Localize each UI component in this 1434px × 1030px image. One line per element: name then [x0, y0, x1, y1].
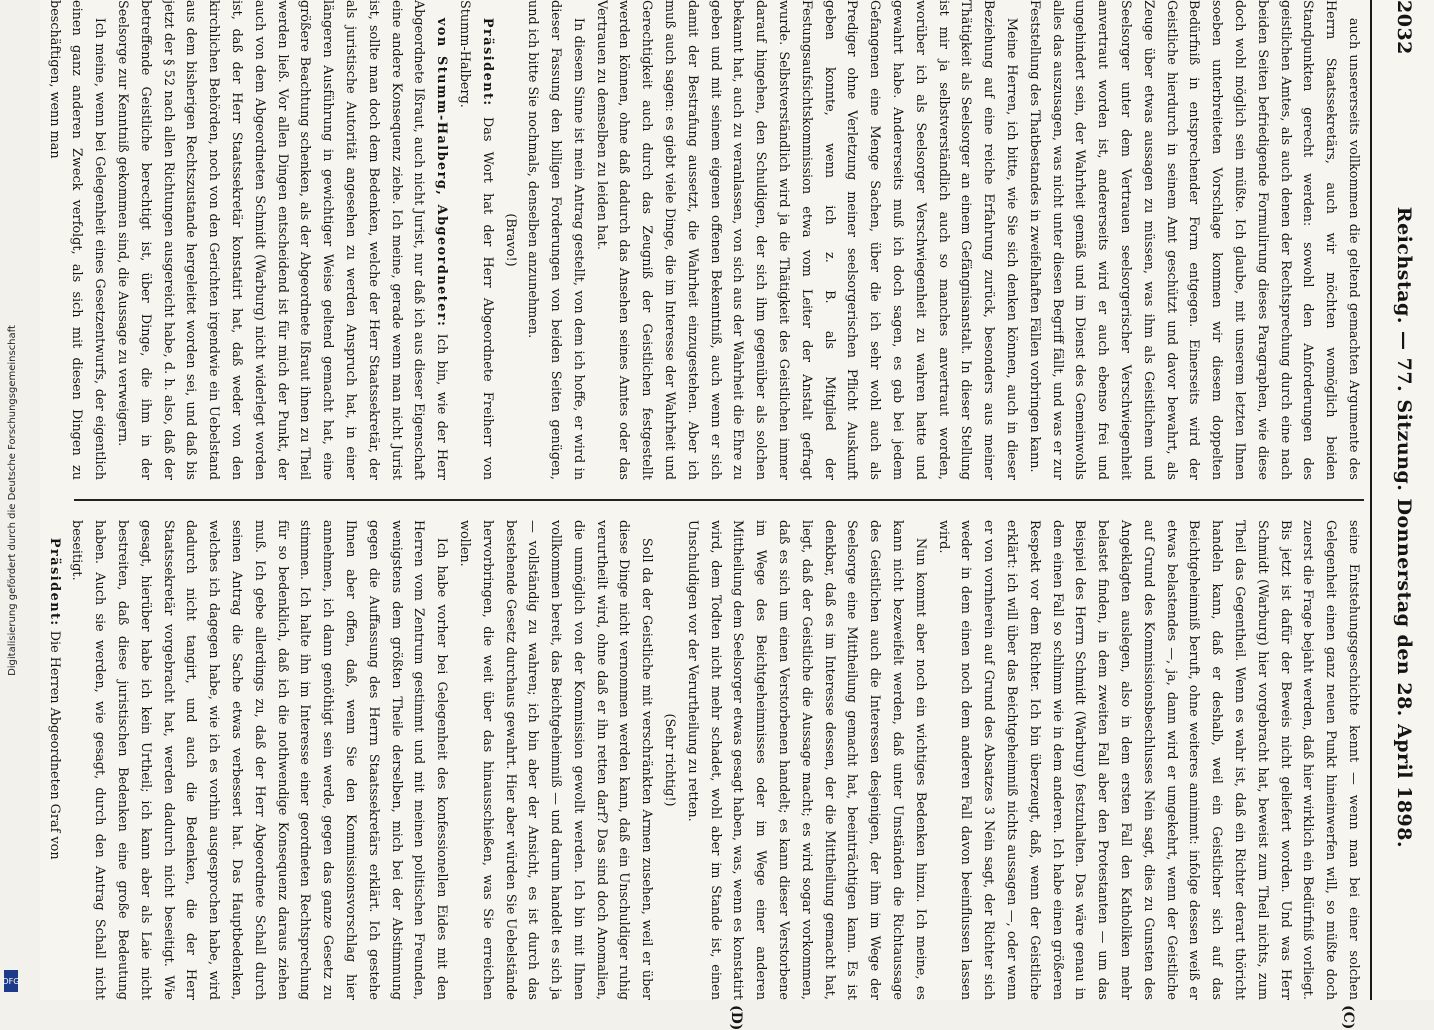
- page-number: 2032: [1393, 0, 1415, 55]
- left-column: [46, 0, 1364, 480]
- header-rule: [1370, 0, 1372, 1000]
- president-statement: [42, 520, 65, 1000]
- interjection: (Bravo!): [502, 213, 518, 267]
- right-column: [46, 520, 1364, 1000]
- interjection: (Sehr richtig!): [662, 713, 678, 807]
- speech-paragraph: [110, 0, 452, 480]
- paragraph: Nun kommt aber noch ein wichtiges Bedenken hinzu. Ich meine, es kann nicht bezweifelt werden, daß unter Umständen die Richtaussage des Geistlichen auch die Interessen desjenigen, der ihm im Wege der Seelsorge eine Mittheilung gemacht hat, beeinträchtigen kann. Es ist denkbar, daß es im Interesse dessen, der die Mittheilung gemacht hat, liegt, daß der Geistliche die Aussage macht; es wird sogar vorkommen, daß es sich um einen Verstorbenen handelt; es kann dieser Verstorbene im Wege des Beichtgeheimnisses oder im Wege einer anderen Mittheilung dem Seelsorger etwas gesagt haben, was, wenn es konstatirt wird, dem Todten nicht mehr schadet, wohl aber im Stande ist, einen Unschuldigen vor der Verurtheilung zu retten.: [684, 520, 928, 1000]
- statement-text: Das Wort hat der Herr Abgeordnete Freiherr von Stumm-Halberg.: [456, 0, 495, 480]
- president-statement: [452, 0, 498, 480]
- digitization-credit: [4, 0, 20, 1000]
- margin-marker-c: (C): [1340, 1005, 1356, 1030]
- paragraph: Ich meine, wenn bei Gelegenheit eines Gesetzentwurfs, der eigentlich einen ganz anderen Zweck verfolgt, als sich mit diesen Dingen zu beschäftigen, wenn man: [46, 0, 108, 480]
- statement-text: Die Herren Abgeordneten Graf von: [46, 630, 62, 860]
- dfg-logo: [4, 970, 18, 992]
- speaker-label: Präsident:: [46, 537, 62, 627]
- credit-text: Digitalisierung gefördert durch die Deutsche Forschungsgemeinschaft: [6, 324, 18, 676]
- paragraph: Ich habe vorher bei Gelegenheit des konfessionellen Eides mit den Herren vom Zentrum gestimmt und mit meinen politischen Freunden, wenigstens dem größten Theile derselben, mich bei der Abstimmung gegen die Auffassung des Herrn Staatssekretärs erklärt. Ich gestehe Ihnen aber offen, daß, wenn Sie den Kommissionsvorschlag hier annehmen, ich dann genöthigt sein werde, gegen das ganze Gesetz zu stimmen. Ich halte ihn im Interesse einer geordneten Rechtsprechung für so bedenklich, daß ich die nothwendige Konsequenz daraus ziehen muß. Ich gebe allerdings zu, daß der Herr Abgeordnete Schall durch seinen Antrag die Sache etwas verbessert hat. Das Hauptbedenken, welches ich dagegen habe, wie ich es vorhin ausgesprochen habe, wird dadurch nicht tangirt, und auch die Bedenken, die der Herr Staatssekretär vorgebracht hat, werden dadurch nicht beseitigt. Wie gesagt, hierüber habe ich kein Urtheil; ich kann aber als Laie nicht bestreiten, daß diese juristischen Bedenken eine große Bedeutung haben. Auch sie werden, wie gesagt, durch den Antrag Schall nicht beseitigt.: [69, 520, 450, 1000]
- running-head: [1374, 0, 1434, 1000]
- logo-text: DFG: [2, 976, 20, 986]
- paragraph: Meine Herren, ich bitte, wie Sie sich denken können, auch in dieser Beziehung auf eine reiche Erfahrung zurück, besonders aus meiner Thätigkeit als Seelsorger an einem Gefängnisanstalt. In dieser Stellung ist mir ja selbstverständlich auch so manches anvertraut worden, worüber ich als Seelsorger Verschwiegenheit zu wahren hatte und gewahrt habe. Andererseits muß ich doch sagen, es gab bei jedem Gefangenen eine Menge Sachen, über die ich sehr wohl auch als Prediger ohne Verletzung meiner seelsorgerischen Pflicht Auskunft geben konnte, wenn ich z. B. als Mitglied der Festungsaufsichtskommission etwa vom Leiter der Anstalt gefragt wurde. Selbstverständlich wird ja die Thätigkeit des Geistlichen immer darauf hingehen, den Schuldigen, der sich ihm gegenüber als solchen bekannt hat, auch zu veranlassen, von sich aus der Wahrheit die Ehre zu geben und mit seinem eigenen offenen Bekenntniß, auch wenn er sich damit der Bestrafung aussetzt, die Wahrheit einzugestehen. Aber ich muß auch sagen: es giebt viele Dinge, die im Interesse der Wahrheit und Gerechtigkeit auch durch das Zeugniß der Geistlichen festgestellt werden können, ohne daß dadurch das Ansehen seines Amtes oder das Vertrauen zu demselben zu leiden hat.: [593, 0, 1020, 480]
- column-divider: [74, 499, 1364, 501]
- speaker-name: von Stumm-Halberg, Abgeordneter:: [434, 17, 450, 328]
- paragraph: auch unsererseits vollkommen die geltend gemachten Argumente des Herrn Staatssekretärs, auch wir möchten womöglich beiden Standpunkten gerecht werden: sowohl den Anforderungen des geistlichen Amtes, als auch denen der Rechtsprechung durch eine nach beiden Seiten befriedigende Formulirung dieses Paragraphen, wie diese doch wohl möglich sein müßte. Ich glaube, mit unserem letzten Ihnen soeben unterbreiteten Vorschlage kommen wir diesem doppelten Bedürfniß in entsprechender Form entgegen. Einerseits wird der Geistliche hierdurch in seinem Amt geschützt und davor bewahrt, als Zeuge über etwas aussagen zu müssen, was ihm als Geistlichem und Seelsorger unter dem Vertrauen seelsorgerischer Verschwiegenheit anvertraut worden ist, andererseits wird er auch ebenso frei und ungehindert sein, der Wahrheit gemäß und im Dienst des Gemeinwohls alles das auszusagen, was nicht unter diesen Begriff fällt, und was er zur Feststellung des Thatbestandes in zweifelhaften Fällen vorbringen kann.: [1026, 0, 1361, 480]
- document-page: [40, 0, 1434, 1030]
- paragraph: seine Entstehungsgeschichte kennt — wenn man bei einer solchen Gelegenheit einen ganz neuen Punkt hineinwerfen will, so müßte doch zuerst die Frage bejaht werden, daß hier wirklich ein Bedürfniß vorliegt. Bis jetzt ist dafür der Beweis nicht geliefert worden. Und was Herr Schmidt (Warburg) hier vorgebracht hat, beweist zum Theil nichts, zum Theil das Gegentheil. Wenn es wahr ist, daß ein Richter derart thöricht handeln kann, daß er deshalb, weil ein Geistlicher sich auf das Beichtgeheimniß beruft, ohne weiteres annimmt: infolge dessen weiß er etwas belastendes —, ja, dann wird er umgekehrt, wenn der Geistliche auf Grund des Kommissionsbeschlusses Nein sagt, dies zu Gunsten des Angeklagten auslegen, also in dem ersten Fall den Katholiken mehr belastet finden, in dem zweiten Fall aber den Protestanten — um das Beispiel des Herrn Schmidt (Warburg) festzuhalten. Das wäre genau in dem einen Fall so schlimm wie in dem anderen. Ich habe einen größeren Respekt vor dem Richter. Ich bin überzeugt, daß, wenn der Geistliche erklärt: ich will über das Beichtgeheimniß nichts aussagen —, oder wenn er von vornherein auf Grund des Absatzes 3 Nein sagt, der Richter sich weder in dem einen noch dem anderen Fall davon beeinflussen lassen wird.: [935, 520, 1361, 1000]
- paragraph: In diesem Sinne ist mein Antrag gestellt, von dem ich hoffe, er wird in dieser Fassung den billigen Forderungen von beiden Seiten genügen, und ich bitte Sie nochmals, denselben anzunehmen.: [525, 0, 586, 480]
- speech-text: Ich bin, wie der Herr Abgeordnete Ißraut, auch nicht Jurist, nur daß ich aus dieser Eigenschaft eine andere Konsequenz ziehe. Ich meine, gerade wenn man nicht Jurist ist, sollte man doch dem Bedenken, welche der Herr Staatssekretär, der als juristische Autorität angesehen zu werden Anspruch hat, in einer längeren Ausführung in gewichtiger Weise geltend gemacht hat, eine größere Beachtung schenken, als der Abgeordnete Ißraut ihnen zu Theil werden ließ. Vor allen Dingen entscheidend ist für mich der Punkt, der auch von dem Abgeordneten Schmidt (Warburg) nicht widerlegt worden ist, daß der Herr Staatssekretär konstatirt hat, daß weder von den kirchlichen Behörden, noch von den Gerichten irgendwie ein Uebelstand aus dem bisherigen Rechtszustande hergeleitet worden sei, und daß bis jetzt der § 52 nach allen Richtungen ausgereicht habe, d. h. also, daß der betreffende Geistliche berechtigt ist, über Dinge, die ihm in der Seelsorge zur Kenntniß gekommen sind, die Aussage zu verweigern.: [114, 0, 450, 480]
- running-title: Reichstag. — 77. Sitzung. Donnerstag den 28. April 1898.: [1393, 206, 1415, 849]
- speaker-label: Präsident:: [479, 17, 495, 107]
- paragraph: Soll da der Geistliche mit verschränkten Armen zusehen, weil er über diese Dinge nicht vernommen werden kann, daß ein Unschuldiger ruhig verurtheilt wird, ohne daß er ihn retten darf? Das sind doch Anomalien, die unmöglich von der Kommission gewollt werden. Ich bin mit Ihnen vollkommen bereit, das Beichtgeheimniß — und darum handelt es sich ja — vollständig zu wahren; ich bin aber der Ansicht, es ist durch das bestehende Gesetz durchaus gewahrt. Hier aber würden Sie Uebelstände hervorbringen, die weit über das hinausschießen, was Sie erreichen wollen.: [456, 520, 655, 1000]
- margin-marker-d: (D): [728, 1005, 744, 1030]
